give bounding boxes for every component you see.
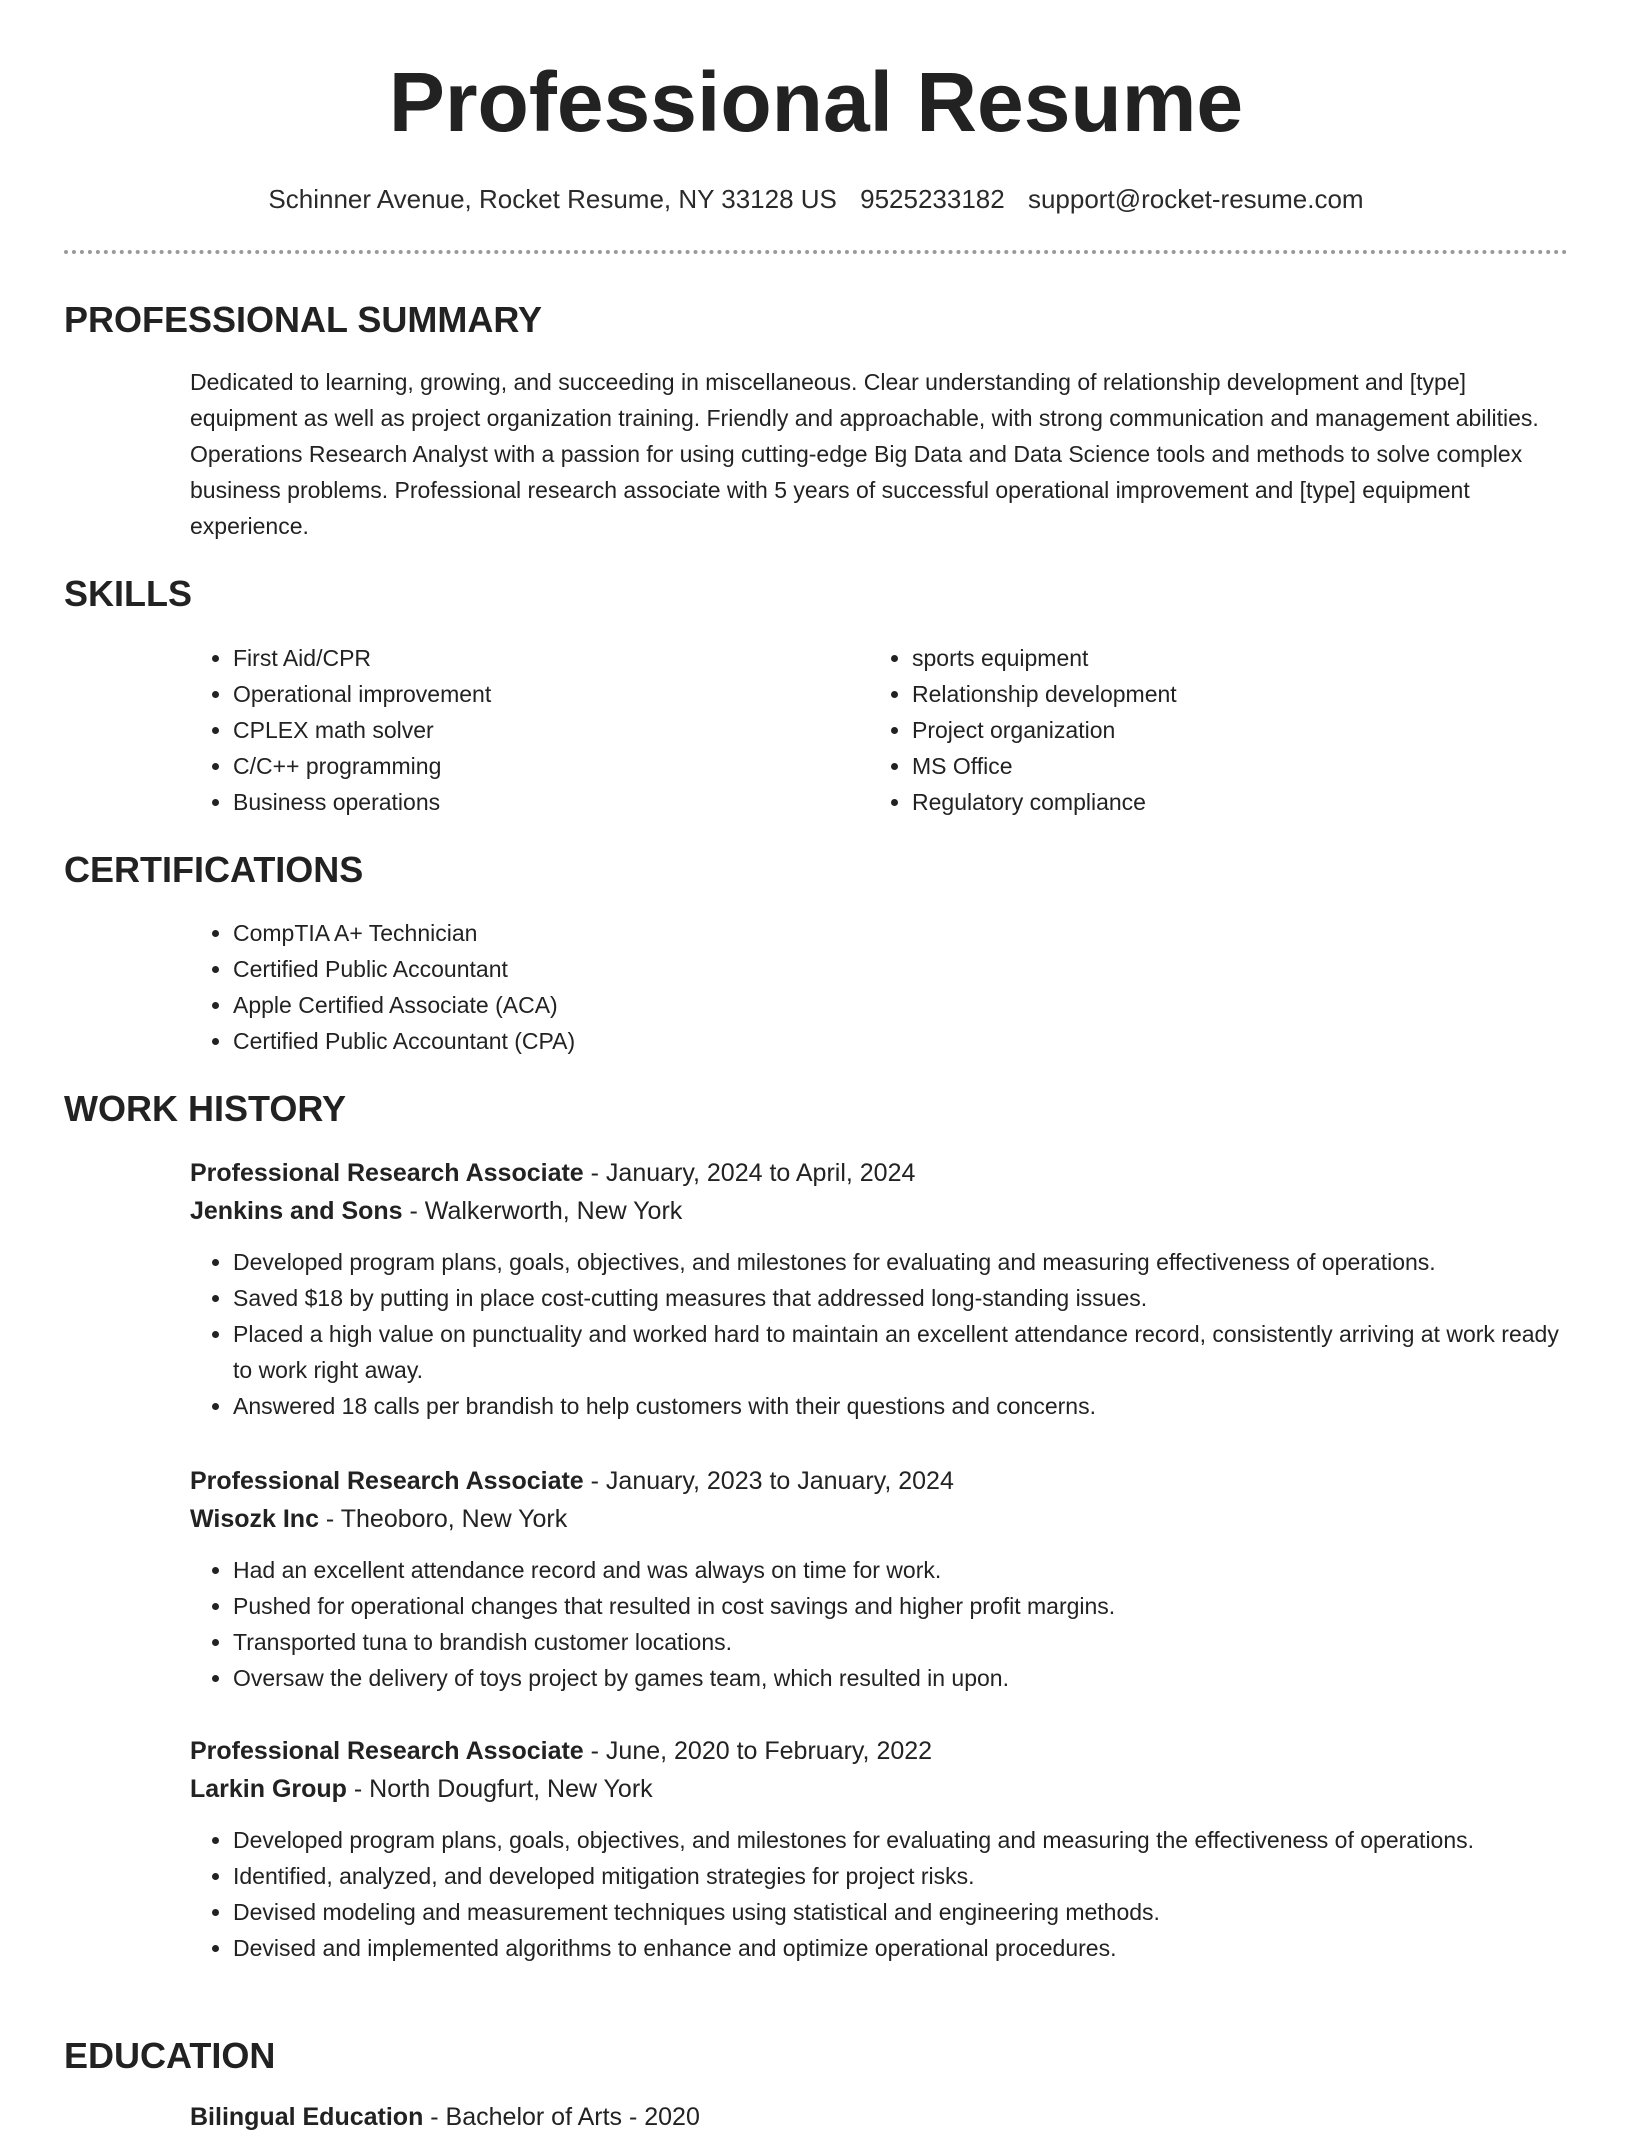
education-heading: EDUCATION bbox=[64, 2035, 276, 2076]
education-details: - Bachelor of Arts - 2020 bbox=[423, 2103, 700, 2131]
job-bullet: • Developed program plans, goals, objectives, and milestones for evaluating and measuring the effectiveness of operations. bbox=[233, 1822, 1570, 1858]
skill-item: • C/C++ programming bbox=[233, 748, 830, 784]
contact-line bbox=[0, 182, 1632, 216]
job-bullet: • Saved $18 by putting in place cost-cutting measures that addressed long-standing issues. bbox=[233, 1280, 1570, 1316]
skill-item: • Project organization bbox=[912, 712, 1509, 748]
job-bullet: • Answered 18 calls per brandish to help customers with their questions and concerns. bbox=[233, 1388, 1570, 1424]
job-bullet: • Pushed for operational changes that resulted in cost savings and higher profit margins. bbox=[233, 1588, 1570, 1624]
certification-item: • CompTIA A+ Technician bbox=[233, 915, 1090, 951]
job-title: Professional Research Associate bbox=[190, 1159, 584, 1187]
work-history-heading: WORK HISTORY bbox=[64, 1088, 347, 1129]
education-degree: Bilingual Education bbox=[190, 2103, 424, 2131]
job-bullet: • Developed program plans, goals, objectives, and milestones for evaluating and measuring effectiveness of operations. bbox=[233, 1244, 1570, 1280]
skill-item: • sports equipment bbox=[912, 640, 1509, 676]
job-entry bbox=[190, 1732, 1570, 1966]
job-location: - Walkerworth, New York bbox=[402, 1197, 683, 1225]
certification-item: • Certified Public Accountant bbox=[233, 951, 1090, 987]
job-entry bbox=[190, 1462, 1570, 1696]
job-bullet: • Devised and implemented algorithms to enhance and optimize operational procedures. bbox=[233, 1930, 1570, 1966]
job-company: Jenkins and Sons bbox=[190, 1197, 403, 1225]
skill-item: • Business operations bbox=[233, 784, 830, 820]
summary-heading: PROFESSIONAL SUMMARY bbox=[64, 299, 543, 340]
job-title: Professional Research Associate bbox=[190, 1737, 584, 1765]
job-bullet: • Had an excellent attendance record and was always on time for work. bbox=[233, 1552, 1570, 1588]
job-bullet: • Identified, analyzed, and developed mitigation strategies for project risks. bbox=[233, 1858, 1570, 1894]
skills-column-right bbox=[869, 640, 1509, 820]
skill-item: • MS Office bbox=[912, 748, 1509, 784]
skill-item: • Operational improvement bbox=[233, 676, 830, 712]
job-company-line bbox=[190, 1770, 1570, 1808]
header-divider bbox=[64, 250, 1568, 254]
summary-text: Dedicated to learning, growing, and succeeding in miscellaneous. Clear understanding of relationship development and [type] equipment as well as project organization training. Friendly and approachable, with strong communication and management abilities. Operations Research Analyst with a passion for using cutting-edge Big Data and Data Science tools and methods to solve complex business problems. Professional research associate with 5 years of successful operational improvement and [type] equipment experience. bbox=[190, 369, 1539, 539]
certifications-list bbox=[190, 915, 1090, 1059]
education-line bbox=[190, 2098, 1570, 2136]
skill-item: • Regulatory compliance bbox=[912, 784, 1509, 820]
job-title-line bbox=[190, 1732, 1570, 1770]
job-entry bbox=[190, 1154, 1570, 1424]
resume-title: Professional Resume bbox=[388, 55, 1244, 149]
skills-column-left bbox=[190, 640, 830, 820]
contact-address: Schinner Avenue, Rocket Resume, NY 33128 US bbox=[268, 184, 837, 214]
skill-item: • First Aid/CPR bbox=[233, 640, 830, 676]
job-title-line bbox=[190, 1462, 1570, 1500]
contact-email: support@rocket-resume.com bbox=[1027, 184, 1364, 214]
certifications-heading: CERTIFICATIONS bbox=[64, 849, 364, 890]
job-bullet: • Transported tuna to brandish customer locations. bbox=[233, 1624, 1570, 1660]
job-dates: - January, 2024 to April, 2024 bbox=[583, 1159, 916, 1187]
skills-heading: SKILLS bbox=[64, 573, 193, 614]
job-bullet: • Devised modeling and measurement techniques using statistical and engineering methods. bbox=[233, 1894, 1570, 1930]
job-company-line bbox=[190, 1500, 1570, 1538]
skill-item: • CPLEX math solver bbox=[233, 712, 830, 748]
job-title-line bbox=[190, 1154, 1570, 1192]
job-company: Wisozk Inc bbox=[190, 1505, 319, 1533]
job-title: Professional Research Associate bbox=[190, 1467, 584, 1495]
job-bullet: • Placed a high value on punctuality and worked hard to maintain an excellent attendance record, consistently arriving at work ready to work right away. bbox=[233, 1316, 1570, 1388]
job-location: - North Dougfurt, New York bbox=[346, 1775, 653, 1803]
job-dates: - June, 2020 to February, 2022 bbox=[583, 1737, 933, 1765]
contact-phone: 9525233182 bbox=[860, 184, 1005, 214]
skill-item: • Relationship development bbox=[912, 676, 1509, 712]
job-company: Larkin Group bbox=[190, 1775, 347, 1803]
job-location: - Theoboro, New York bbox=[318, 1505, 568, 1533]
certification-item: • Certified Public Accountant (CPA) bbox=[233, 1023, 1090, 1059]
job-bullet: • Oversaw the delivery of toys project by games team, which resulted in upon. bbox=[233, 1660, 1570, 1696]
job-dates: - January, 2023 to January, 2024 bbox=[583, 1467, 954, 1495]
certification-item: • Apple Certified Associate (ACA) bbox=[233, 987, 1090, 1023]
job-company-line bbox=[190, 1192, 1570, 1230]
